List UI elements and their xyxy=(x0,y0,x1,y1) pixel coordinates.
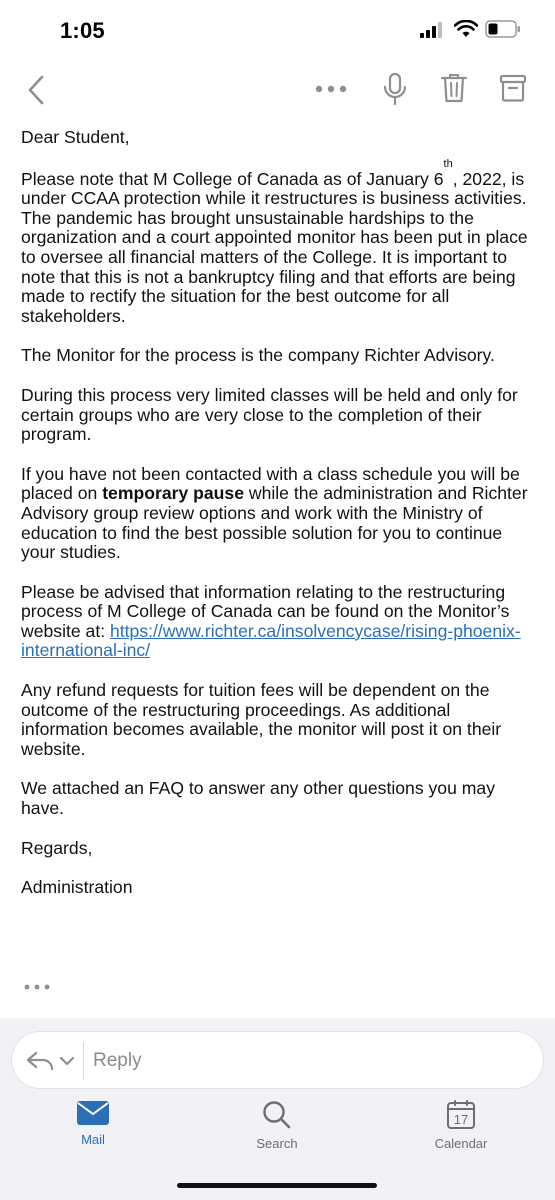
tab-mail[interactable] xyxy=(33,1100,153,1160)
tab-search-label: Search xyxy=(256,1136,298,1151)
signature-text: Administration xyxy=(21,877,133,898)
wifi-icon xyxy=(454,20,478,38)
more-horizontal-icon[interactable] xyxy=(314,82,348,96)
search-icon xyxy=(260,1100,294,1130)
microphone-icon[interactable] xyxy=(382,72,408,106)
archive-icon[interactable] xyxy=(499,73,527,103)
paragraph-refund: Any refund requests for tuition fees will be dependent on the outcome of the restructuring proceedings. As additional information becomes available, the monitor will post it on their website. xyxy=(21,680,502,759)
chevron-down-icon[interactable] xyxy=(59,1055,75,1067)
calendar-icon xyxy=(446,1100,476,1130)
paragraph-website-info xyxy=(21,583,536,661)
paragraph-faq: We attached an FAQ to answer any other questions you may have. xyxy=(21,778,495,819)
status-bar xyxy=(0,0,555,60)
reply-bar[interactable] xyxy=(11,1031,544,1089)
status-time: 1:05 xyxy=(60,18,105,43)
cellular-signal-icon xyxy=(420,22,444,38)
show-trimmed-content-icon[interactable] xyxy=(22,980,52,994)
paragraph-monitor: The Monitor for the process is the company Richter Advisory. xyxy=(21,345,495,366)
closing-text: Regards, xyxy=(21,837,93,858)
trash-icon[interactable] xyxy=(440,72,468,104)
p1-text-b: , 2022, is under CCAA protection while it restructures is business activities. The pandemic has brought unsustainable hardships to the organization and a court appointed monitor has been put in place to oversee all financial matters of the College. It is important to note that this is not a bankruptcy filing and that efforts are being made to rectify the situation for the best outcome for all stakeholders. xyxy=(21,168,528,326)
richter-website-link[interactable]: https://www.richter.ca/insolvencycase/rising-phoenix-international-inc/ xyxy=(21,620,521,661)
paragraph-ccaa-notice xyxy=(21,157,536,327)
paragraph-temporary-pause xyxy=(21,465,536,563)
p4-text-b: while the administration and Richter Advisory group review options and work with the Ministry of education to find the best possible solution for you to continue your studies. xyxy=(21,483,528,563)
mail-icon xyxy=(76,1100,110,1126)
tab-mail-label: Mail xyxy=(81,1132,105,1147)
reply-divider xyxy=(83,1042,84,1080)
paragraph-limited-classes: During this process very limited classes will be held and only for certain groups who are very close to the completion of their program. xyxy=(21,384,518,445)
battery-icon xyxy=(485,20,521,38)
tab-calendar[interactable] xyxy=(401,1100,521,1160)
reply-input[interactable]: Reply xyxy=(93,1050,142,1071)
p1-superscript: th xyxy=(443,157,453,170)
email-body xyxy=(21,128,536,918)
reply-arrow-icon[interactable] xyxy=(25,1050,55,1072)
email-greeting: Dear Student, xyxy=(21,127,130,147)
p5-text: Please be advised that information relating to the restructuring process of M College of Canada can be found on the Monitor’s website at: xyxy=(21,581,510,641)
chevron-left-icon[interactable] xyxy=(24,74,50,106)
calendar-date: 17 xyxy=(453,1112,469,1127)
home-indicator xyxy=(177,1183,377,1188)
message-toolbar xyxy=(0,62,555,116)
p1-text-a: Please note that M College of Canada as of January 6 xyxy=(21,168,444,189)
p4-text-a: If you have not been contacted with a class schedule you will be placed on xyxy=(21,463,520,504)
temporary-pause-text: temporary pause xyxy=(102,483,244,504)
tab-calendar-label: Calendar xyxy=(434,1136,488,1151)
tab-search[interactable] xyxy=(217,1100,337,1160)
